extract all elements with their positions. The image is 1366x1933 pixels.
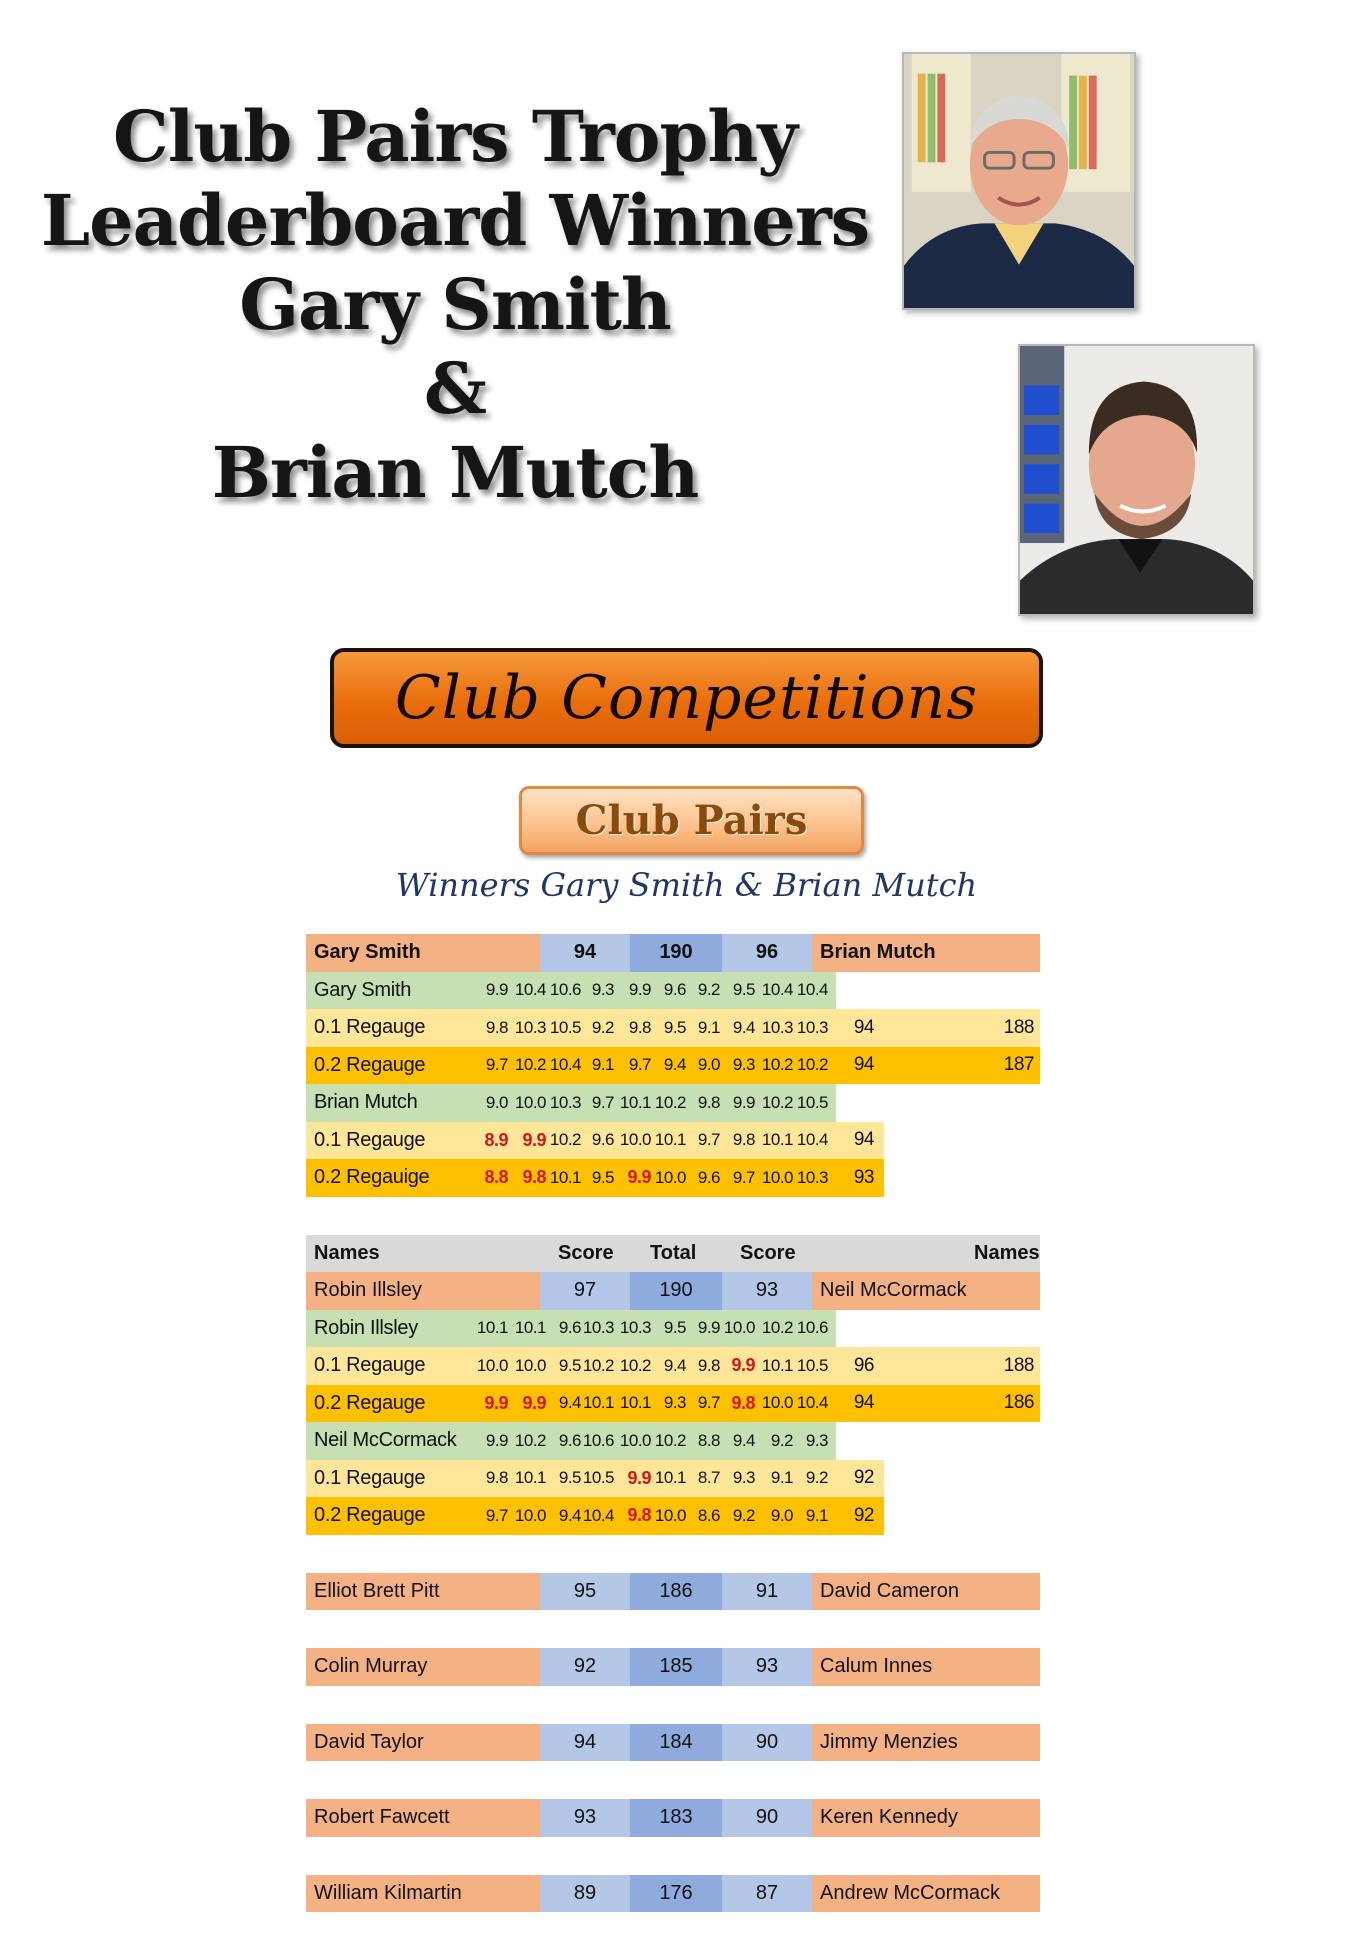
shot-score: 10.0: [619, 1130, 651, 1150]
shot-score: 9.3: [732, 1468, 755, 1488]
shot-score: 10.4: [514, 980, 546, 1000]
shot-score: 9.0: [770, 1505, 793, 1525]
shot-score: 10.2: [582, 1355, 614, 1375]
shot-score: 9.9: [522, 1392, 546, 1413]
shot-score: 9.6: [558, 1430, 581, 1450]
shot-score: 10.2: [761, 1318, 793, 1338]
regauge-total: 188: [1003, 1354, 1034, 1376]
score-cell: 97: [540, 1272, 630, 1310]
pair-summary-row: [306, 934, 1040, 972]
score-cell: 93: [540, 1799, 630, 1837]
shot-score: 10.0: [514, 1355, 546, 1375]
regauge-score: 92: [853, 1504, 874, 1526]
shot-score: 10.1: [619, 1393, 651, 1413]
score-detail-row: [306, 1122, 884, 1160]
total-cell: 184: [630, 1724, 722, 1762]
shot-score: 9.8: [697, 1092, 720, 1112]
shot-score: 9.8: [485, 1468, 508, 1488]
shot-score: 10.0: [723, 1318, 755, 1338]
page-title: [40, 95, 870, 515]
shot-score: 9.9: [732, 1092, 755, 1112]
shot-score: 10.4: [796, 980, 828, 1000]
regauge-score: 96: [853, 1354, 874, 1376]
shot-score: 9.6: [697, 1167, 720, 1187]
shot-score: 10.6: [796, 1318, 828, 1338]
shot-score: 9.7: [628, 1055, 651, 1075]
column-header-row: [306, 1235, 1040, 1273]
shot-score: 9.8: [628, 1017, 651, 1037]
shot-score: 9.4: [558, 1505, 581, 1525]
row-label: 0.2 Regauige: [314, 1166, 430, 1189]
shot-score: 9.7: [485, 1505, 508, 1525]
shot-score: 8.8: [697, 1430, 720, 1450]
score-cell: 94: [540, 1724, 630, 1762]
pair-summary-row: [306, 1799, 1040, 1837]
shot-score: 9.2: [732, 1505, 755, 1525]
shot-score: 10.0: [514, 1505, 546, 1525]
regauge-score: 94: [853, 1016, 874, 1038]
winner-photo-brian-mutch: [1018, 344, 1255, 616]
score-cell: 94: [540, 934, 630, 972]
shot-score: 10.4: [549, 1055, 581, 1075]
shot-score: 9.6: [663, 980, 686, 1000]
shot-score: 10.2: [619, 1355, 651, 1375]
title-line-3: Gary Smith: [239, 263, 671, 346]
shot-score: 8.6: [697, 1505, 720, 1525]
shot-score: 10.5: [582, 1468, 614, 1488]
shot-score: 10.4: [761, 980, 793, 1000]
regauge-total: 187: [1003, 1054, 1034, 1076]
shot-score: 10.0: [654, 1505, 686, 1525]
shot-score: 8.7: [697, 1468, 720, 1488]
row-label: 0.1 Regauge: [314, 1128, 426, 1151]
shot-score: 8.8: [484, 1167, 508, 1188]
shot-score: 9.7: [697, 1393, 720, 1413]
total-cell: 186: [630, 1573, 722, 1611]
total-cell: 190: [630, 1272, 722, 1310]
shot-score: 9.3: [663, 1393, 686, 1413]
score-detail-row: [306, 1047, 1040, 1085]
winner-photo-gary-smith: [902, 52, 1136, 310]
shot-score: 9.1: [591, 1055, 614, 1075]
score-cell: 91: [722, 1573, 812, 1611]
pair-detail-rows: [306, 972, 1040, 1197]
shot-score: 10.1: [761, 1355, 793, 1375]
shot-score: 10.3: [796, 1017, 828, 1037]
row-label: 0.1 Regauge: [314, 1466, 426, 1489]
shot-score: 10.3: [549, 1092, 581, 1112]
player-name-cell: Robert Fawcett: [306, 1799, 540, 1837]
shot-score: 9.5: [663, 1017, 686, 1037]
regauge-score: 93: [853, 1166, 874, 1188]
score-detail-row: [306, 1084, 836, 1122]
shot-score: 9.9: [731, 1355, 755, 1376]
score-detail-row: [306, 1422, 836, 1460]
shot-score: 9.0: [697, 1055, 720, 1075]
column-header-names: Names: [974, 1235, 1040, 1273]
shot-score: 10.3: [761, 1017, 793, 1037]
shot-score: 10.4: [796, 1393, 828, 1413]
shot-score: 9.6: [558, 1318, 581, 1338]
regauge-score: 94: [853, 1129, 874, 1151]
score-cell: 90: [722, 1724, 812, 1762]
shot-score: 9.4: [663, 1355, 686, 1375]
total-cell: 190: [630, 934, 722, 972]
score-cell: 92: [540, 1648, 630, 1686]
total-cell: 183: [630, 1799, 722, 1837]
pair-detail-rows: [306, 1310, 1040, 1535]
shot-score: 9.0: [485, 1092, 508, 1112]
shot-score: 9.7: [697, 1130, 720, 1150]
shot-score: 10.0: [619, 1430, 651, 1450]
leaderboard-table: [306, 934, 1040, 1912]
regauge-total: 188: [1003, 1016, 1034, 1038]
shot-score: 10.2: [549, 1130, 581, 1150]
score-cell: 89: [540, 1875, 630, 1913]
club-pairs-banner: Club Pairs: [519, 786, 864, 855]
shot-score: 9.8: [731, 1392, 755, 1413]
shot-score: 9.2: [770, 1430, 793, 1450]
shot-score: 9.8: [697, 1355, 720, 1375]
pair-summary-row: [306, 1724, 1040, 1762]
shot-score: 9.8: [522, 1167, 546, 1188]
shot-score: 10.3: [514, 1017, 546, 1037]
row-label: 0.2 Regauge: [314, 1504, 426, 1527]
shot-score: 10.0: [761, 1167, 793, 1187]
row-label: Brian Mutch: [314, 1091, 418, 1114]
row-label: 0.1 Regauge: [314, 1354, 426, 1377]
shot-score: 10.2: [654, 1430, 686, 1450]
club-competitions-banner: Club Competitions: [330, 648, 1043, 748]
shot-score: 9.7: [485, 1055, 508, 1075]
pair-summary-row: [306, 1875, 1040, 1913]
shot-score: 10.5: [796, 1092, 828, 1112]
shot-score: 10.2: [514, 1430, 546, 1450]
regauge-score: 94: [853, 1392, 874, 1414]
shot-score: 9.5: [558, 1468, 581, 1488]
row-label: 0.2 Regauge: [314, 1391, 426, 1414]
shot-score: 9.8: [485, 1017, 508, 1037]
shot-score: 9.1: [770, 1468, 793, 1488]
shot-score: 10.2: [514, 1055, 546, 1075]
regauge-score: 94: [853, 1054, 874, 1076]
score-detail-row: [306, 972, 836, 1010]
shot-score: 9.4: [663, 1055, 686, 1075]
shot-score: 9.3: [732, 1055, 755, 1075]
score-cell: 96: [722, 934, 812, 972]
shot-score: 9.8: [732, 1130, 755, 1150]
row-label: Robin Illsley: [314, 1316, 418, 1339]
shot-score: 10.3: [619, 1318, 651, 1338]
shot-score: 10.6: [582, 1430, 614, 1450]
score-cell: 87: [722, 1875, 812, 1913]
score-detail-row: [306, 1310, 836, 1348]
shot-score: 10.2: [761, 1055, 793, 1075]
shot-score: 9.9: [485, 980, 508, 1000]
shot-score: 9.9: [522, 1129, 546, 1150]
shot-score: 10.1: [654, 1468, 686, 1488]
score-detail-row: [306, 1460, 884, 1498]
score-detail-row: [306, 1497, 884, 1535]
shot-score: 9.5: [558, 1355, 581, 1375]
title-line-4: &: [423, 347, 487, 430]
title-line-2: Leaderboard Winners: [40, 179, 870, 262]
player-name-cell: Andrew McCormack: [812, 1875, 1040, 1913]
pair-summary-row: [306, 1272, 1040, 1310]
shot-score: 10.2: [796, 1055, 828, 1075]
player-name-cell: Colin Murray: [306, 1648, 540, 1686]
shot-score: 10.0: [761, 1393, 793, 1413]
shot-score: 10.0: [514, 1092, 546, 1112]
shot-score: 10.1: [476, 1318, 508, 1338]
player-name-cell: David Cameron: [812, 1573, 1040, 1611]
shot-score: 9.9: [627, 1467, 651, 1488]
shot-score: 9.9: [697, 1318, 720, 1338]
shot-score: 9.9: [484, 1392, 508, 1413]
shot-score: 9.1: [697, 1017, 720, 1037]
score-detail-row: [306, 1159, 884, 1197]
shot-score: 10.5: [549, 1017, 581, 1037]
score-detail-row: [306, 1347, 1040, 1385]
row-label: 0.1 Regauge: [314, 1016, 426, 1039]
shot-score: 9.7: [732, 1167, 755, 1187]
shot-score: 9.4: [558, 1393, 581, 1413]
player-name-cell: Elliot Brett Pitt: [306, 1573, 540, 1611]
player-name-cell: Jimmy Menzies: [812, 1724, 1040, 1762]
shot-score: 9.3: [805, 1430, 828, 1450]
shot-score: 10.1: [549, 1167, 581, 1187]
shot-score: 9.3: [591, 980, 614, 1000]
column-header-names: Names: [314, 1235, 380, 1273]
total-cell: 185: [630, 1648, 722, 1686]
score-cell: 90: [722, 1799, 812, 1837]
score-detail-row: [306, 1009, 1040, 1047]
shot-score: 9.6: [591, 1130, 614, 1150]
shot-score: 9.5: [663, 1318, 686, 1338]
shot-score: 10.3: [796, 1167, 828, 1187]
shot-score: 10.5: [796, 1355, 828, 1375]
shot-score: 9.5: [591, 1167, 614, 1187]
shot-score: 10.0: [654, 1167, 686, 1187]
shot-score: 10.6: [549, 980, 581, 1000]
column-header-score: Score: [558, 1235, 614, 1273]
shot-score: 10.2: [761, 1092, 793, 1112]
shot-score: 10.1: [619, 1092, 651, 1112]
regauge-total: 186: [1003, 1392, 1034, 1414]
shot-score: 10.4: [796, 1130, 828, 1150]
row-label: 0.2 Regauge: [314, 1053, 426, 1076]
player-name-cell: Calum Innes: [812, 1648, 1040, 1686]
score-cell: 95: [540, 1573, 630, 1611]
shot-score: 10.0: [476, 1355, 508, 1375]
shot-score: 9.9: [627, 1167, 651, 1188]
total-cell: 176: [630, 1875, 722, 1913]
shot-score: 9.7: [591, 1092, 614, 1112]
score-cell: 93: [722, 1272, 812, 1310]
shot-score: 9.2: [805, 1468, 828, 1488]
pair-summary-row: [306, 1573, 1040, 1611]
shot-score: 10.1: [582, 1393, 614, 1413]
shot-score: 9.9: [628, 980, 651, 1000]
player-name-cell: Keren Kennedy: [812, 1799, 1040, 1837]
score-detail-row: [306, 1385, 1040, 1423]
player-name-cell: William Kilmartin: [306, 1875, 540, 1913]
shot-score: 9.2: [591, 1017, 614, 1037]
player-name-cell: Gary Smith: [306, 934, 540, 972]
shot-score: 9.5: [732, 980, 755, 1000]
row-label: Gary Smith: [314, 978, 412, 1001]
player-name-cell: David Taylor: [306, 1724, 540, 1762]
shot-score: 10.1: [761, 1130, 793, 1150]
player-name-cell: Neil McCormack: [812, 1272, 1040, 1310]
player-name-cell: Robin Illsley: [306, 1272, 540, 1310]
score-cell: 93: [722, 1648, 812, 1686]
row-label: Neil McCormack: [314, 1429, 457, 1452]
title-line-5: Brian Mutch: [211, 431, 699, 514]
winners-subtitle: Winners Gary Smith & Brian Mutch: [395, 866, 978, 904]
pair-summary-row: [306, 1648, 1040, 1686]
shot-score: 9.1: [805, 1505, 828, 1525]
regauge-score: 92: [853, 1467, 874, 1489]
shot-score: 10.1: [514, 1318, 546, 1338]
shot-score: 9.2: [697, 980, 720, 1000]
shot-score: 9.9: [485, 1430, 508, 1450]
shot-score: 10.4: [582, 1505, 614, 1525]
shot-score: 8.9: [484, 1129, 508, 1150]
title-line-1: Club Pairs Trophy: [113, 95, 797, 178]
shot-score: 10.1: [514, 1468, 546, 1488]
column-header-score: Score: [740, 1235, 796, 1273]
player-name-cell: Brian Mutch: [812, 934, 1040, 972]
shot-score: 10.1: [654, 1130, 686, 1150]
shot-score: 9.8: [627, 1505, 651, 1526]
shot-score: 10.3: [582, 1318, 614, 1338]
shot-score: 10.2: [654, 1092, 686, 1112]
column-header-total: Total: [650, 1235, 696, 1273]
shot-score: 9.4: [732, 1017, 755, 1037]
shot-score: 9.4: [732, 1430, 755, 1450]
